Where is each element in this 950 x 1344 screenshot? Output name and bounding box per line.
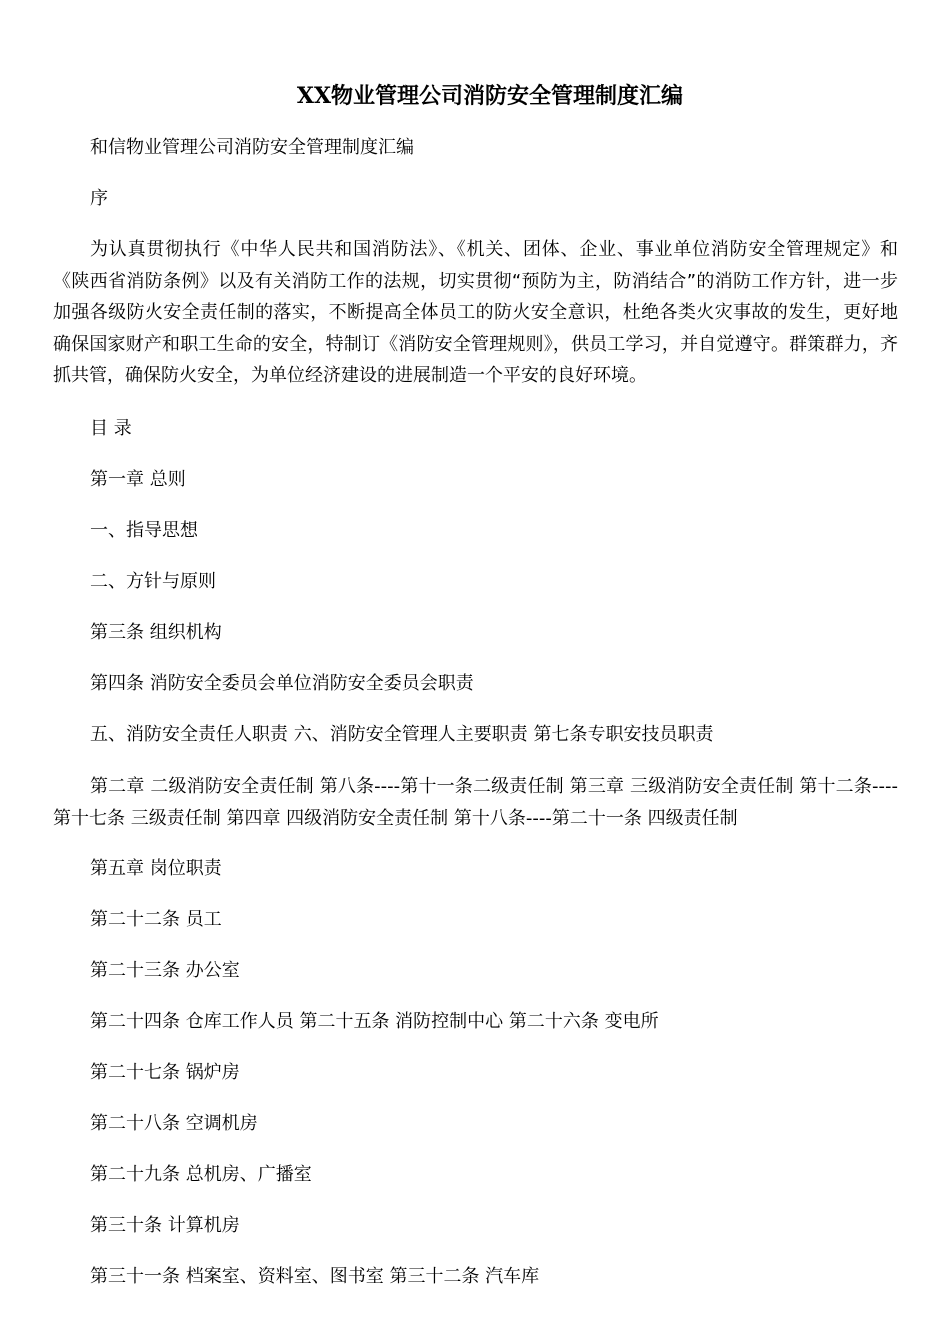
toc-item: 第二十四条 仓库工作人员 第二十五条 消防控制中心 第二十六条 变电所 (90, 1011, 659, 1032)
toc-item: 第三条 组织机构 (90, 622, 222, 643)
toc-item: 第二十二条 员工 (90, 909, 222, 930)
toc-item: 第二十七条 锅炉房 (90, 1062, 240, 1083)
toc-item: 一、指导思想 (90, 520, 198, 541)
toc-item: 第二十三条 办公室 (90, 960, 240, 981)
toc-item: 五、消防安全责任人职责 六、消防安全管理人主要职责 第七条专职安技员职责 (90, 724, 714, 745)
toc-heading: 目 录 (90, 418, 132, 439)
toc-item: 第二章 二级消防安全责任制 第八条----第十一条二级责任制 第三章 三级消防安全责任制 第十二条----第十七条 三级责任制 第四章 四级消防安全责任制 第十八条----第二十一条 四级责任制 (53, 776, 898, 829)
toc-item: 第二十八条 空调机房 (90, 1113, 258, 1134)
toc-item: 二、方针与原则 (90, 571, 216, 592)
toc-item: 第三十条 计算机房 (90, 1215, 240, 1236)
document-title: XX物业管理公司消防安全管理制度汇编 (296, 83, 684, 109)
toc-item: 第一章 总则 (90, 469, 186, 490)
toc-item: 第三十一条 档案室、资料室、图书室 第三十二条 汽车库 (90, 1266, 540, 1287)
preface-paragraph: 为认真贯彻执行《中华人民共和国消防法》、《机关、团体、企业、事业单位消防安全管理规定》和《陕西省消防条例》以及有关消防工作的法规，切实贯彻“预防为主，防消结合”的消防工作方针，进一步加强各级防火安全责任制的落实，不断提高全体员工的防火安全意识，杜绝各类火灾事故的发生，更好地确保国家财产和职工生命的安全，特制订《消防安全管理规则》，供员工学习，并自觉遵守。群策群力，齐抓共管，确保防火安全，为单位经济建设的进展制造一个平安的良好环境。 (53, 239, 898, 386)
document-subtitle: 和信物业管理公司消防安全管理制度汇编 (90, 137, 414, 158)
toc-item: 第五章 岗位职责 (90, 858, 222, 879)
toc-item: 第四条 消防安全委员会单位消防安全委员会职责 (90, 673, 474, 694)
toc-item: 第二十九条 总机房、广播室 (90, 1164, 312, 1185)
preface-heading: 序 (90, 188, 108, 209)
